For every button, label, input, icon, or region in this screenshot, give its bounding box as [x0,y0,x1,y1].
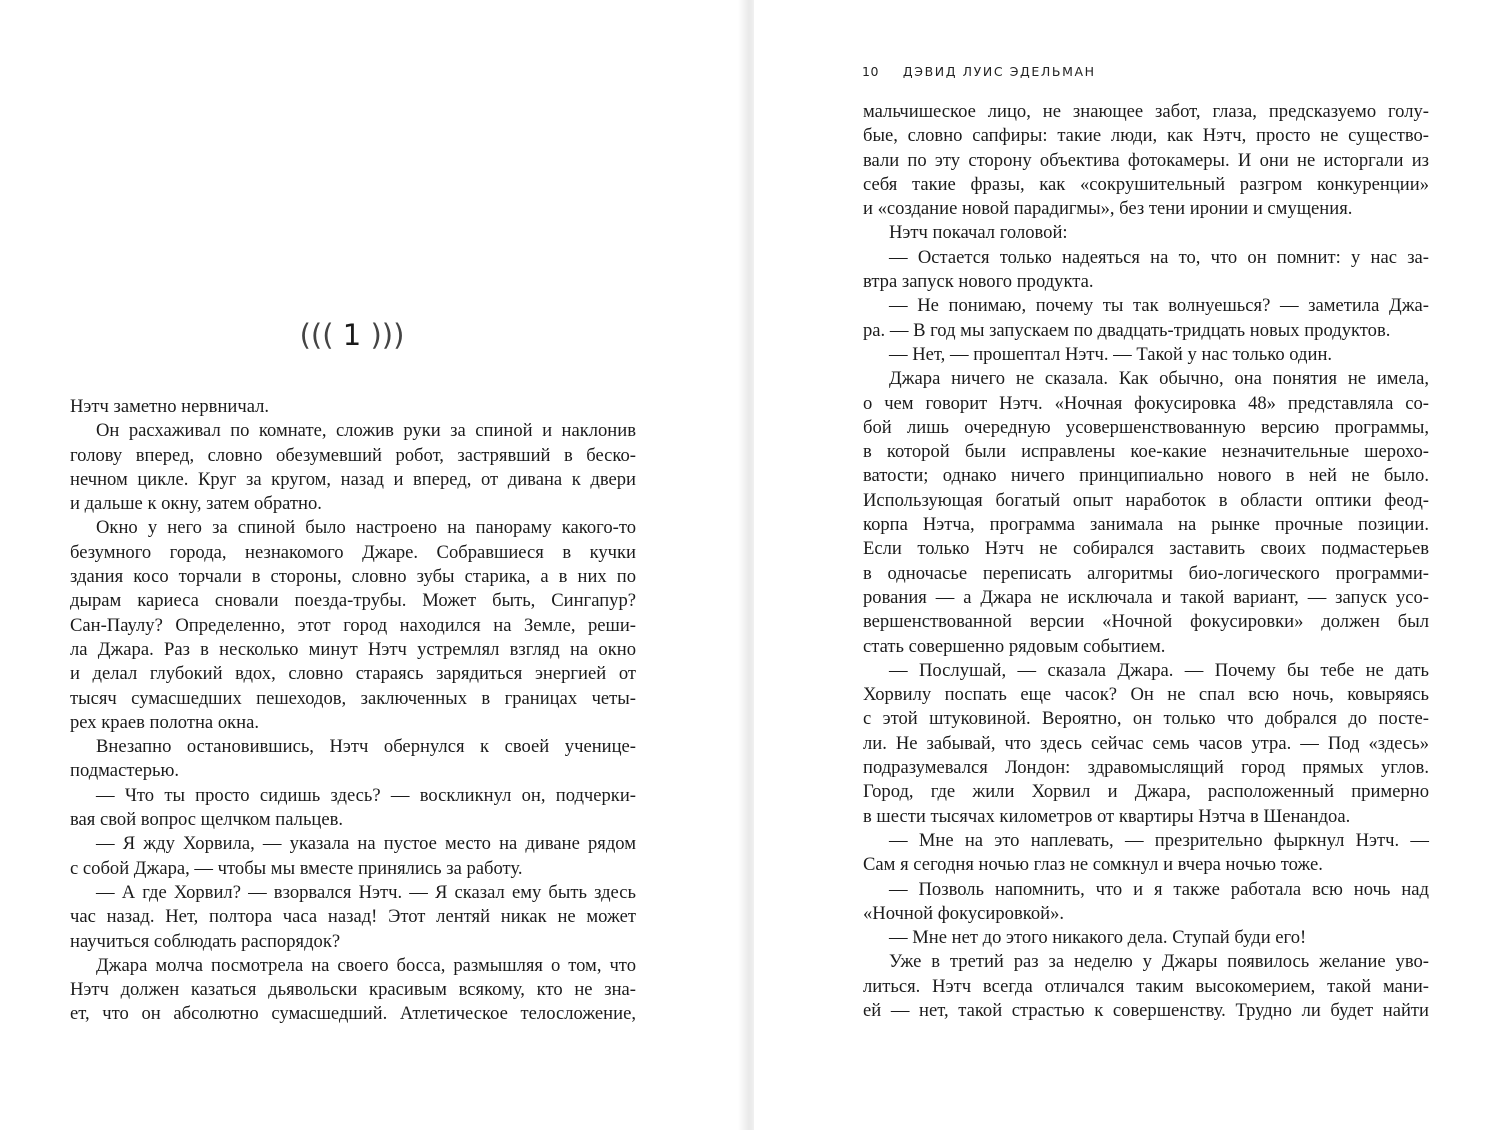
text-line: голову вперед, словно обезумевший робот, застрявший в беско- [70,444,636,466]
left-page [0,0,746,1130]
page-number: 10 [862,64,879,79]
author-name: ДЭВИД ЛУИС ЭДЕЛЬМАН [902,64,1096,79]
text-line: Сам я сегодня ночью глаз не сомкнул и вчера ночью тоже. [863,854,1323,876]
text-line: с этой штуковиной. Вероятно, он только что добрался до посте- [863,708,1429,730]
text-line: рования — а Джара не исключала и такой вариант, — запуск усо- [863,586,1429,608]
text-line: здания косо торчали в стороны, словно зубы старика, а в них по [70,566,636,588]
text-line: тысяч сумасшедших пешеходов, заключенных в границах четы- [70,687,636,709]
text-line: подразумевался Лондон: здравомыслящий город прямых углов. [863,757,1429,779]
text-line: — Позволь напомнить, что и я также работала всю ночь над [889,878,1429,900]
text-line: безумного города, незнакомого Джаре. Собравшиеся в кучки [70,541,636,563]
text-line: в одночасье переписать алгоритмы био-логического программи- [863,562,1429,584]
text-line: Уже в третий раз за неделю у Джары появилось желание уво- [889,951,1429,973]
text-line: — Остается только надеяться на то, что он помнит: у нас за- [889,246,1429,268]
text-line: Джара ничего не сказала. Как обычно, она понятия не имела, [889,368,1429,390]
text-line: стать совершенно рядовым событием. [863,635,1166,657]
text-line: в которой были исправлены кое-какие незначительные шерохо- [863,441,1429,463]
text-line: Внезапно остановившись, Нэтч обернулся к своей ученице- [96,736,636,758]
text-line: — Я жду Хорвила, — указала на пустое место на диване рядом [96,833,636,855]
text-line: Использующая богатый опыт наработок в области оптики феод- [863,489,1429,511]
text-line: вая свой вопрос щелчком пальцев. [70,809,344,831]
text-line: Хорвилу поспать еще часок? Он не спал всю ночь, ковыряясь [863,684,1429,706]
text-line: Джара молча посмотрела на своего босса, размышляя о том, что [96,954,636,976]
chapter-heading [0,318,704,352]
text-line: — Не понимаю, почему ты так волнуешься? — заметила Джа- [889,295,1429,317]
text-line: — Что ты просто сидишь здесь? — воскликнул он, подчерки- [96,784,636,806]
text-line: и «создание новой парадигмы», без тени иронии и смущения. [863,198,1353,220]
text-line: «Ночной фокусировкой». [863,902,1065,924]
text-line: — Мне на это наплевать, — презрительно фыркнул Нэтч. — [889,829,1429,851]
text-line: втра запуск нового продукта. [863,271,1094,293]
text-line: Он расхаживал по комнате, сложив руки за спиной и наклонив [96,420,636,442]
text-line: бой лишь очередную усовершенствованную версию программы, [863,416,1429,438]
text-line: Нэтч покачал головой: [889,222,1068,244]
chapter-number: 1 [342,318,362,352]
text-line: ла Джара. Раз в несколько минут Нэтч устремлял взгляд на окно [70,638,636,660]
chapter-open-brackets: ((( [299,318,334,352]
text-line: бые, словно сапфиры: такие люди, как Нэтч, просто не существо- [863,125,1429,147]
text-line: — Мне нет до этого никакого дела. Ступай буди его! [889,927,1307,949]
running-head [862,64,1096,79]
text-line: мальчишеское лицо, не знающее забот, глаза, предсказуемо голу- [863,101,1429,122]
text-line: ватости; однако ничего принципиально нового в ней не было. [863,465,1429,487]
text-line: ей — нет, такой страстью к совершенству. Трудно ли будет найти [863,999,1429,1021]
text-line: литься. Нэтч всегда отличался таким высокомерием, такой мани- [863,975,1429,997]
text-line: — А где Хорвил? — взорвался Нэтч. — Я сказал ему быть здесь [96,881,636,903]
text-line: научиться соблюдать распорядок? [70,930,341,952]
text-line: ли. Не забывай, что здесь сейчас семь часов утра. — Под «здесь» [863,732,1429,754]
text-line: с собой Джара, — чтобы мы вместе принялись за работу. [70,857,523,879]
text-line: дырам кариеса сновали поезда-трубы. Может быть, Сингапур? [70,590,636,612]
text-line: в шести тысячах километров от квартиры Нэтча в Шенандоа. [863,805,1351,827]
text-line: Нэтч заметно нервничал. [70,396,270,417]
text-line: Если только Нэтч не собирался заставить своих подмастерьев [863,538,1429,560]
text-line: вершенствованной версии «Ночной фокусировки» должен был [863,611,1429,633]
text-line: час назад. Нет, полтора часа назад! Этот лентяй никак не может [70,906,636,928]
right-page-body-text [863,100,1429,1023]
right-page [754,0,1500,1130]
text-line: — Послушай, — сказала Джара. — Почему бы тебе не дать [889,659,1429,681]
text-line: Нэтч должен казаться дьявольски красивым всякому, кто не зна- [70,979,636,1001]
text-line: Окно у него за спиной было настроено на панораму какого-то [96,517,636,539]
text-line: себя такие фразы, как «сокрушительный разгром конкуренции» [863,173,1429,195]
text-line: ра. — В год мы запускаем по двадцать-тридцать новых продуктов. [863,319,1391,341]
text-line: — Нет, — прошептал Нэтч. — Такой у нас только один. [889,343,1333,365]
text-line: Сан-Паулу? Определенно, этот город находился на Земле, реши- [70,614,636,636]
text-line: Город, где жили Хорвил и Джара, расположенный примерно [863,781,1429,803]
text-line: ет, что он абсолютно сумасшедший. Атлетическое телосложение, [70,1003,636,1025]
text-line: подмастерью. [70,760,180,782]
chapter-close-brackets: ))) [370,318,405,352]
text-line: и дальше к окну, затем обратно. [70,493,322,515]
text-line: и делал глубокий вдох, словно стараясь зарядиться энергией от [70,663,636,685]
text-line: о чем говорит Нэтч. «Ночная фокусировка 48» представляла со- [863,392,1429,414]
text-line: вали по эту сторону объектива фотокамеры. И они не исторгали из [863,149,1429,171]
text-line: рех краев полотна окна. [70,711,260,733]
text-line: нечном цикле. Круг за кругом, назад и вперед, от дивана к двери [70,468,636,490]
left-page-body-text [70,395,636,1027]
text-line: корпа Нэтча, программа занимала на рынке прочные позиции. [863,514,1429,536]
